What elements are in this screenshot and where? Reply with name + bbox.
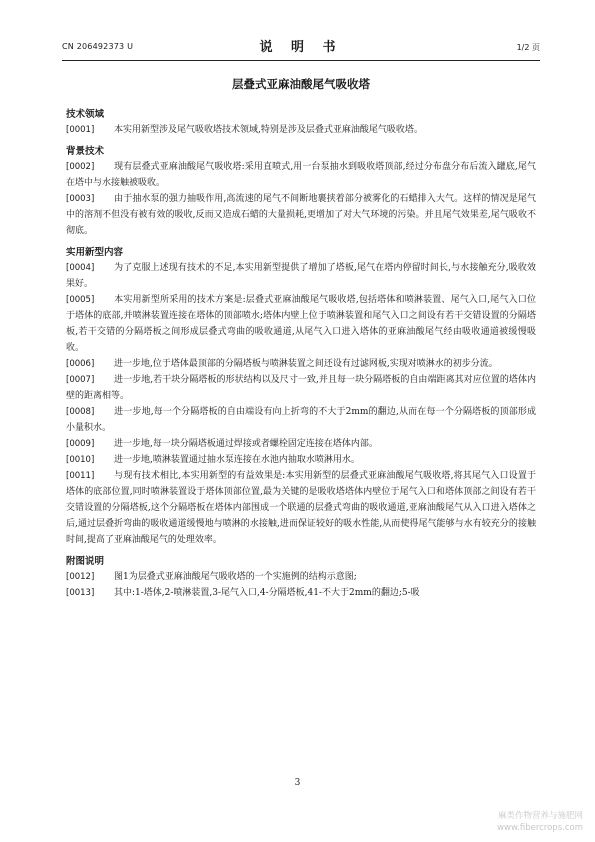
paragraph — [66, 569, 536, 585]
paragraph-number: [0001] — [66, 125, 95, 135]
paragraph — [66, 585, 536, 601]
paragraph — [66, 356, 536, 372]
paragraph-number: [0009] — [66, 439, 95, 449]
section-gap — [66, 239, 536, 246]
paragraph — [66, 292, 536, 356]
watermark — [497, 810, 583, 834]
paragraph-text: 本实用新型所采用的技术方案是:层叠式亚麻油酸尾气吸收塔,包括塔体和喷淋装置、尾气入口,尾气入口位于塔体的底部,并喷淋装置连接在塔体的顶部喷水;塔体内壁上位于喷淋装置和尾气入口之间设有若干交错设置的分隔塔板,若干交错的分隔塔板之间形成层叠式弯曲的吸收通道,从尾气入口进入塔体的亚麻油酸尾气经由吸收通道被缓慢吸收。 — [66, 295, 536, 353]
paragraph-number: [0002] — [66, 162, 95, 172]
paragraph-number: [0013] — [66, 588, 95, 598]
document-body — [66, 108, 536, 601]
paragraph-text: 现有层叠式亚麻油酸尾气吸收塔:采用直喷式,用一台泵抽水到吸收塔顶部,经过分布盘分布后流入罐底,尾气在塔中与水接触被吸收。 — [66, 162, 536, 188]
paragraph-text: 为了克服上述现有技术的不足,本实用新型提供了增加了塔板,尾气在塔内停留时间长,与水接触充分,吸收效果好。 — [66, 263, 536, 289]
page-number: 3 — [294, 778, 301, 788]
paragraph — [66, 452, 536, 468]
paragraph — [66, 468, 536, 548]
publication-number: CN 206492373 U — [62, 42, 134, 51]
paragraph-text: 图1为层叠式亚麻油酸尾气吸收塔的一个实施例的结构示意图; — [114, 572, 357, 582]
paragraph-text: 进一步地,每一块分隔塔板通过焊接或者螺栓固定连接在塔体内部。 — [114, 439, 378, 449]
section-heading: 附图说明 — [66, 556, 105, 567]
paragraph-number: [0004] — [66, 263, 95, 273]
paragraph-number: [0010] — [66, 455, 95, 465]
paragraph-number: [0006] — [66, 359, 95, 369]
header-divider — [62, 60, 540, 61]
watermark-url: www.fibercrops.com — [497, 823, 583, 833]
document-title: 层叠式亚麻油酸尾气吸收塔 — [232, 77, 370, 91]
paragraph-number: [0012] — [66, 572, 95, 582]
page-info: 1/2 页 — [516, 43, 540, 52]
watermark-site-name: 麻类作物营养与施肥网 — [497, 811, 583, 821]
section-gap — [66, 138, 536, 145]
paragraph-number: [0007] — [66, 375, 95, 385]
document-type: 说 明 书 — [259, 40, 343, 55]
paragraph — [66, 159, 536, 191]
paragraph — [66, 404, 536, 436]
section-heading: 背景技术 — [66, 146, 105, 157]
paragraph-text: 进一步地,每一个分隔塔板的自由端设有向上折弯的不大于2mm的翻边,从而在每一个分隔塔板的顶部形成小量积水。 — [66, 407, 536, 433]
paragraph-text: 与现有技术相比,本实用新型的有益效果是:本实用新型的层叠式亚麻油酸尾气吸收塔,将其尾气入口设置于塔体的底部位置,同时喷淋装置设于塔体顶部位置,最为关键的是吸收塔塔体内壁位于尾气入口和塔体顶部之间设有若干交错设置的分隔塔板,这个分隔塔板在塔体内部围成一个联通的层叠式弯曲的吸收通道,亚麻油酸尾气从入口进入塔体之后,通过层叠折弯曲的吸收通道缓慢地与喷淋的水接触,进而保证较好的吸水性能,从而使得尾气能够与水有较充分的接触时间,提高了亚麻油酸尾气的处理效率。 — [66, 471, 536, 545]
paragraph-text: 其中:1-塔体,2-喷淋装置,3-尾气入口,4-分隔塔板,41-不大于2mm的翻边;5-吸 — [114, 588, 420, 598]
paragraph-text: 进一步地,若干块分隔塔板的形状结构以及尺寸一致,并且每一块分隔塔板的自由端距离其对应位置的塔体内壁的距离相等。 — [66, 375, 536, 401]
section-heading: 技术领域 — [66, 109, 105, 120]
paragraph — [66, 260, 536, 292]
paragraph — [66, 191, 536, 239]
paragraph-text: 本实用新型涉及尾气吸收塔技术领域,特别是涉及层叠式亚麻油酸尾气吸收塔。 — [114, 125, 423, 135]
paragraph-number: [0003] — [66, 194, 95, 204]
paragraph-text: 进一步地,位于塔体最顶部的分隔塔板与喷淋装置之间还设有过滤网板,实现对喷淋水的初步分流。 — [114, 359, 498, 369]
paragraph — [66, 122, 536, 138]
paragraph — [66, 436, 536, 452]
paragraph-number: [0005] — [66, 295, 95, 305]
paragraph-text: 由于抽水泵的强力抽吸作用,高流速的尾气不间断地裹挟着部分被雾化的石蜡排入大气。这样的情况是尾气中的溶剂不但没有被有效的吸收,反而又造成石蜡的大量损耗,更增加了对大气环境的污染。并且尾气效果差,尾气吸收不彻底。 — [66, 194, 536, 236]
paragraph — [66, 372, 536, 404]
paragraph-number: [0011] — [66, 471, 95, 481]
section-gap — [66, 548, 536, 555]
page-header — [62, 36, 540, 60]
section-heading: 实用新型内容 — [66, 247, 124, 258]
paragraph-text: 进一步地,喷淋装置通过抽水泵连接在水池内抽取水喷淋用水。 — [114, 455, 360, 465]
paragraph-number: [0008] — [66, 407, 95, 417]
